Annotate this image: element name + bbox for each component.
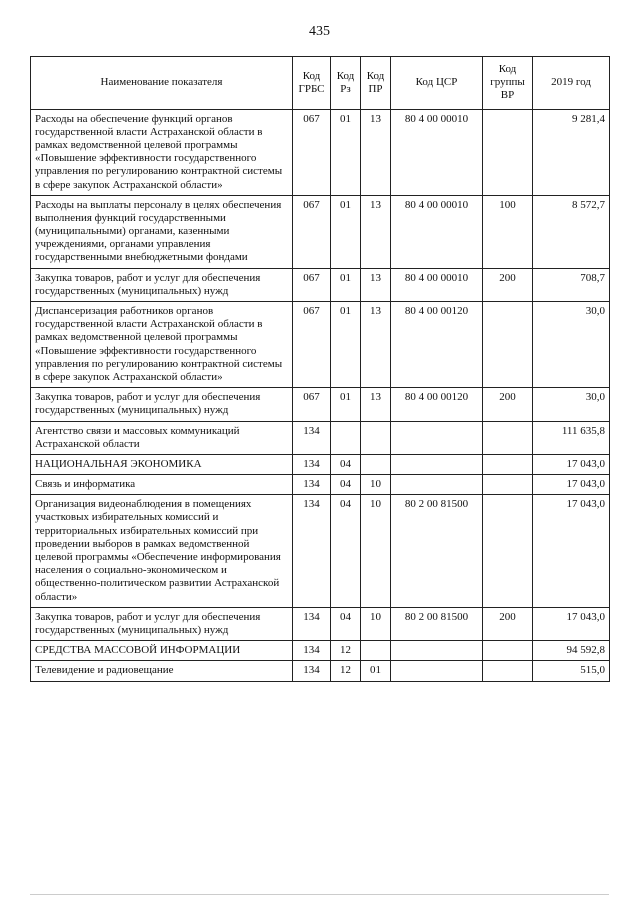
- cell-amount: 17 043,0: [533, 495, 610, 608]
- cell-grbs: 067: [293, 388, 331, 421]
- cell-vr: 200: [483, 607, 533, 640]
- cell-pr: 13: [361, 302, 391, 388]
- cell-name: Диспансеризация работников органов государственной власти Астраханской области в рамках ведомственной целевой программы «Повышение эффективности государственного управления по регулированию контрактной системы в сфере закупок Астраханской области»: [31, 302, 293, 388]
- cell-amount: 94 592,8: [533, 641, 610, 661]
- cell-name: Расходы на выплаты персоналу в целях обеспечения выполнения функций государственными (муниципальными) органами, казенными учреждениями, органами управления государственными внебюджетными фондами: [31, 195, 293, 268]
- cell-csr: 80 2 00 81500: [391, 607, 483, 640]
- cell-vr: [483, 421, 533, 454]
- cell-grbs: 067: [293, 109, 331, 195]
- cell-csr: 80 4 00 00010: [391, 268, 483, 301]
- cell-amount: 8 572,7: [533, 195, 610, 268]
- table-row: [31, 661, 610, 681]
- cell-name: Связь и информатика: [31, 475, 293, 495]
- cell-grbs: 067: [293, 268, 331, 301]
- cell-amount: 30,0: [533, 388, 610, 421]
- cell-vr: [483, 109, 533, 195]
- cell-pr: 10: [361, 495, 391, 608]
- cell-amount: 30,0: [533, 302, 610, 388]
- cell-name: Расходы на обеспечение функций органов государственной власти Астраханской области в рамках ведомственной целевой программы «Повышение эффективности государственного управления по регулированию контрактной системы в сфере закупок Астраханской области»: [31, 109, 293, 195]
- cell-rz: 01: [331, 109, 361, 195]
- table-row: [31, 495, 610, 608]
- cell-grbs: 067: [293, 302, 331, 388]
- cell-name: Закупка товаров, работ и услуг для обеспечения государственных (муниципальных) нужд: [31, 607, 293, 640]
- cell-name: Агентство связи и массовых коммуникаций Астраханской области: [31, 421, 293, 454]
- cell-csr: [391, 661, 483, 681]
- cell-name: СРЕДСТВА МАССОВОЙ ИНФОРМАЦИИ: [31, 641, 293, 661]
- budget-table: [30, 56, 610, 682]
- cell-pr: 10: [361, 607, 391, 640]
- cell-grbs: 134: [293, 454, 331, 474]
- cell-csr: 80 4 00 00010: [391, 109, 483, 195]
- cell-amount: 515,0: [533, 661, 610, 681]
- cell-name: Телевидение и радиовещание: [31, 661, 293, 681]
- cell-rz: 12: [331, 641, 361, 661]
- header-grbs: Код ГРБС: [293, 57, 331, 110]
- table-row: [31, 607, 610, 640]
- cell-rz: 01: [331, 268, 361, 301]
- table-row: [31, 388, 610, 421]
- cell-rz: [331, 421, 361, 454]
- cell-pr: 13: [361, 195, 391, 268]
- cell-rz: 04: [331, 607, 361, 640]
- cell-grbs: 067: [293, 195, 331, 268]
- cell-pr: [361, 421, 391, 454]
- cell-pr: 13: [361, 388, 391, 421]
- cell-pr: [361, 454, 391, 474]
- cell-amount: 708,7: [533, 268, 610, 301]
- cell-csr: 80 4 00 00120: [391, 302, 483, 388]
- table-header: [31, 57, 610, 110]
- cell-amount: 111 635,8: [533, 421, 610, 454]
- header-csr: Код ЦСР: [391, 57, 483, 110]
- cell-grbs: 134: [293, 641, 331, 661]
- cell-grbs: 134: [293, 607, 331, 640]
- header-rz: Код Рз: [331, 57, 361, 110]
- cell-csr: 80 4 00 00010: [391, 195, 483, 268]
- cell-amount: 17 043,0: [533, 475, 610, 495]
- table-row: [31, 641, 610, 661]
- cell-grbs: 134: [293, 495, 331, 608]
- cell-csr: 80 4 00 00120: [391, 388, 483, 421]
- cell-rz: 01: [331, 195, 361, 268]
- cell-name: Закупка товаров, работ и услуг для обеспечения государственных (муниципальных) нужд: [31, 268, 293, 301]
- table-row: [31, 302, 610, 388]
- cell-vr: [483, 661, 533, 681]
- cell-pr: 13: [361, 109, 391, 195]
- cell-name: Организация видеонаблюдения в помещениях участковых избирательных комиссий и территориальных избирательных комиссий при проведении выборов в рамках ведомственной целевой программы «Обеспечение информирования населения о социально-экономическом и общественно-политическом развитии Астраханской области»: [31, 495, 293, 608]
- cell-pr: 01: [361, 661, 391, 681]
- cell-vr: [483, 302, 533, 388]
- cell-amount: 9 281,4: [533, 109, 610, 195]
- cell-rz: 12: [331, 661, 361, 681]
- header-year: 2019 год: [533, 57, 610, 110]
- table-row: [31, 475, 610, 495]
- page-number: 435: [309, 24, 330, 39]
- table-row: [31, 421, 610, 454]
- cell-rz: 01: [331, 388, 361, 421]
- cell-name: Закупка товаров, работ и услуг для обеспечения государственных (муниципальных) нужд: [31, 388, 293, 421]
- header-vr: Код группы ВР: [483, 57, 533, 110]
- header-name: Наименование показателя: [31, 57, 293, 110]
- cell-grbs: 134: [293, 475, 331, 495]
- table-row: [31, 268, 610, 301]
- page-bottom-divider: [30, 894, 609, 895]
- cell-vr: 200: [483, 268, 533, 301]
- cell-name: НАЦИОНАЛЬНАЯ ЭКОНОМИКА: [31, 454, 293, 474]
- table-row: [31, 109, 610, 195]
- table-row: [31, 454, 610, 474]
- cell-csr: [391, 421, 483, 454]
- cell-vr: [483, 495, 533, 608]
- cell-grbs: 134: [293, 421, 331, 454]
- table-body: [31, 109, 610, 681]
- cell-csr: [391, 454, 483, 474]
- table-row: [31, 195, 610, 268]
- cell-pr: [361, 641, 391, 661]
- cell-csr: [391, 641, 483, 661]
- cell-vr: [483, 641, 533, 661]
- cell-grbs: 134: [293, 661, 331, 681]
- header-pr: Код ПР: [361, 57, 391, 110]
- cell-vr: 200: [483, 388, 533, 421]
- cell-pr: 10: [361, 475, 391, 495]
- cell-csr: 80 2 00 81500: [391, 495, 483, 608]
- cell-vr: [483, 454, 533, 474]
- cell-vr: [483, 475, 533, 495]
- cell-pr: 13: [361, 268, 391, 301]
- cell-csr: [391, 475, 483, 495]
- cell-rz: 04: [331, 475, 361, 495]
- cell-amount: 17 043,0: [533, 454, 610, 474]
- cell-amount: 17 043,0: [533, 607, 610, 640]
- cell-rz: 04: [331, 454, 361, 474]
- cell-rz: 01: [331, 302, 361, 388]
- cell-rz: 04: [331, 495, 361, 608]
- cell-vr: 100: [483, 195, 533, 268]
